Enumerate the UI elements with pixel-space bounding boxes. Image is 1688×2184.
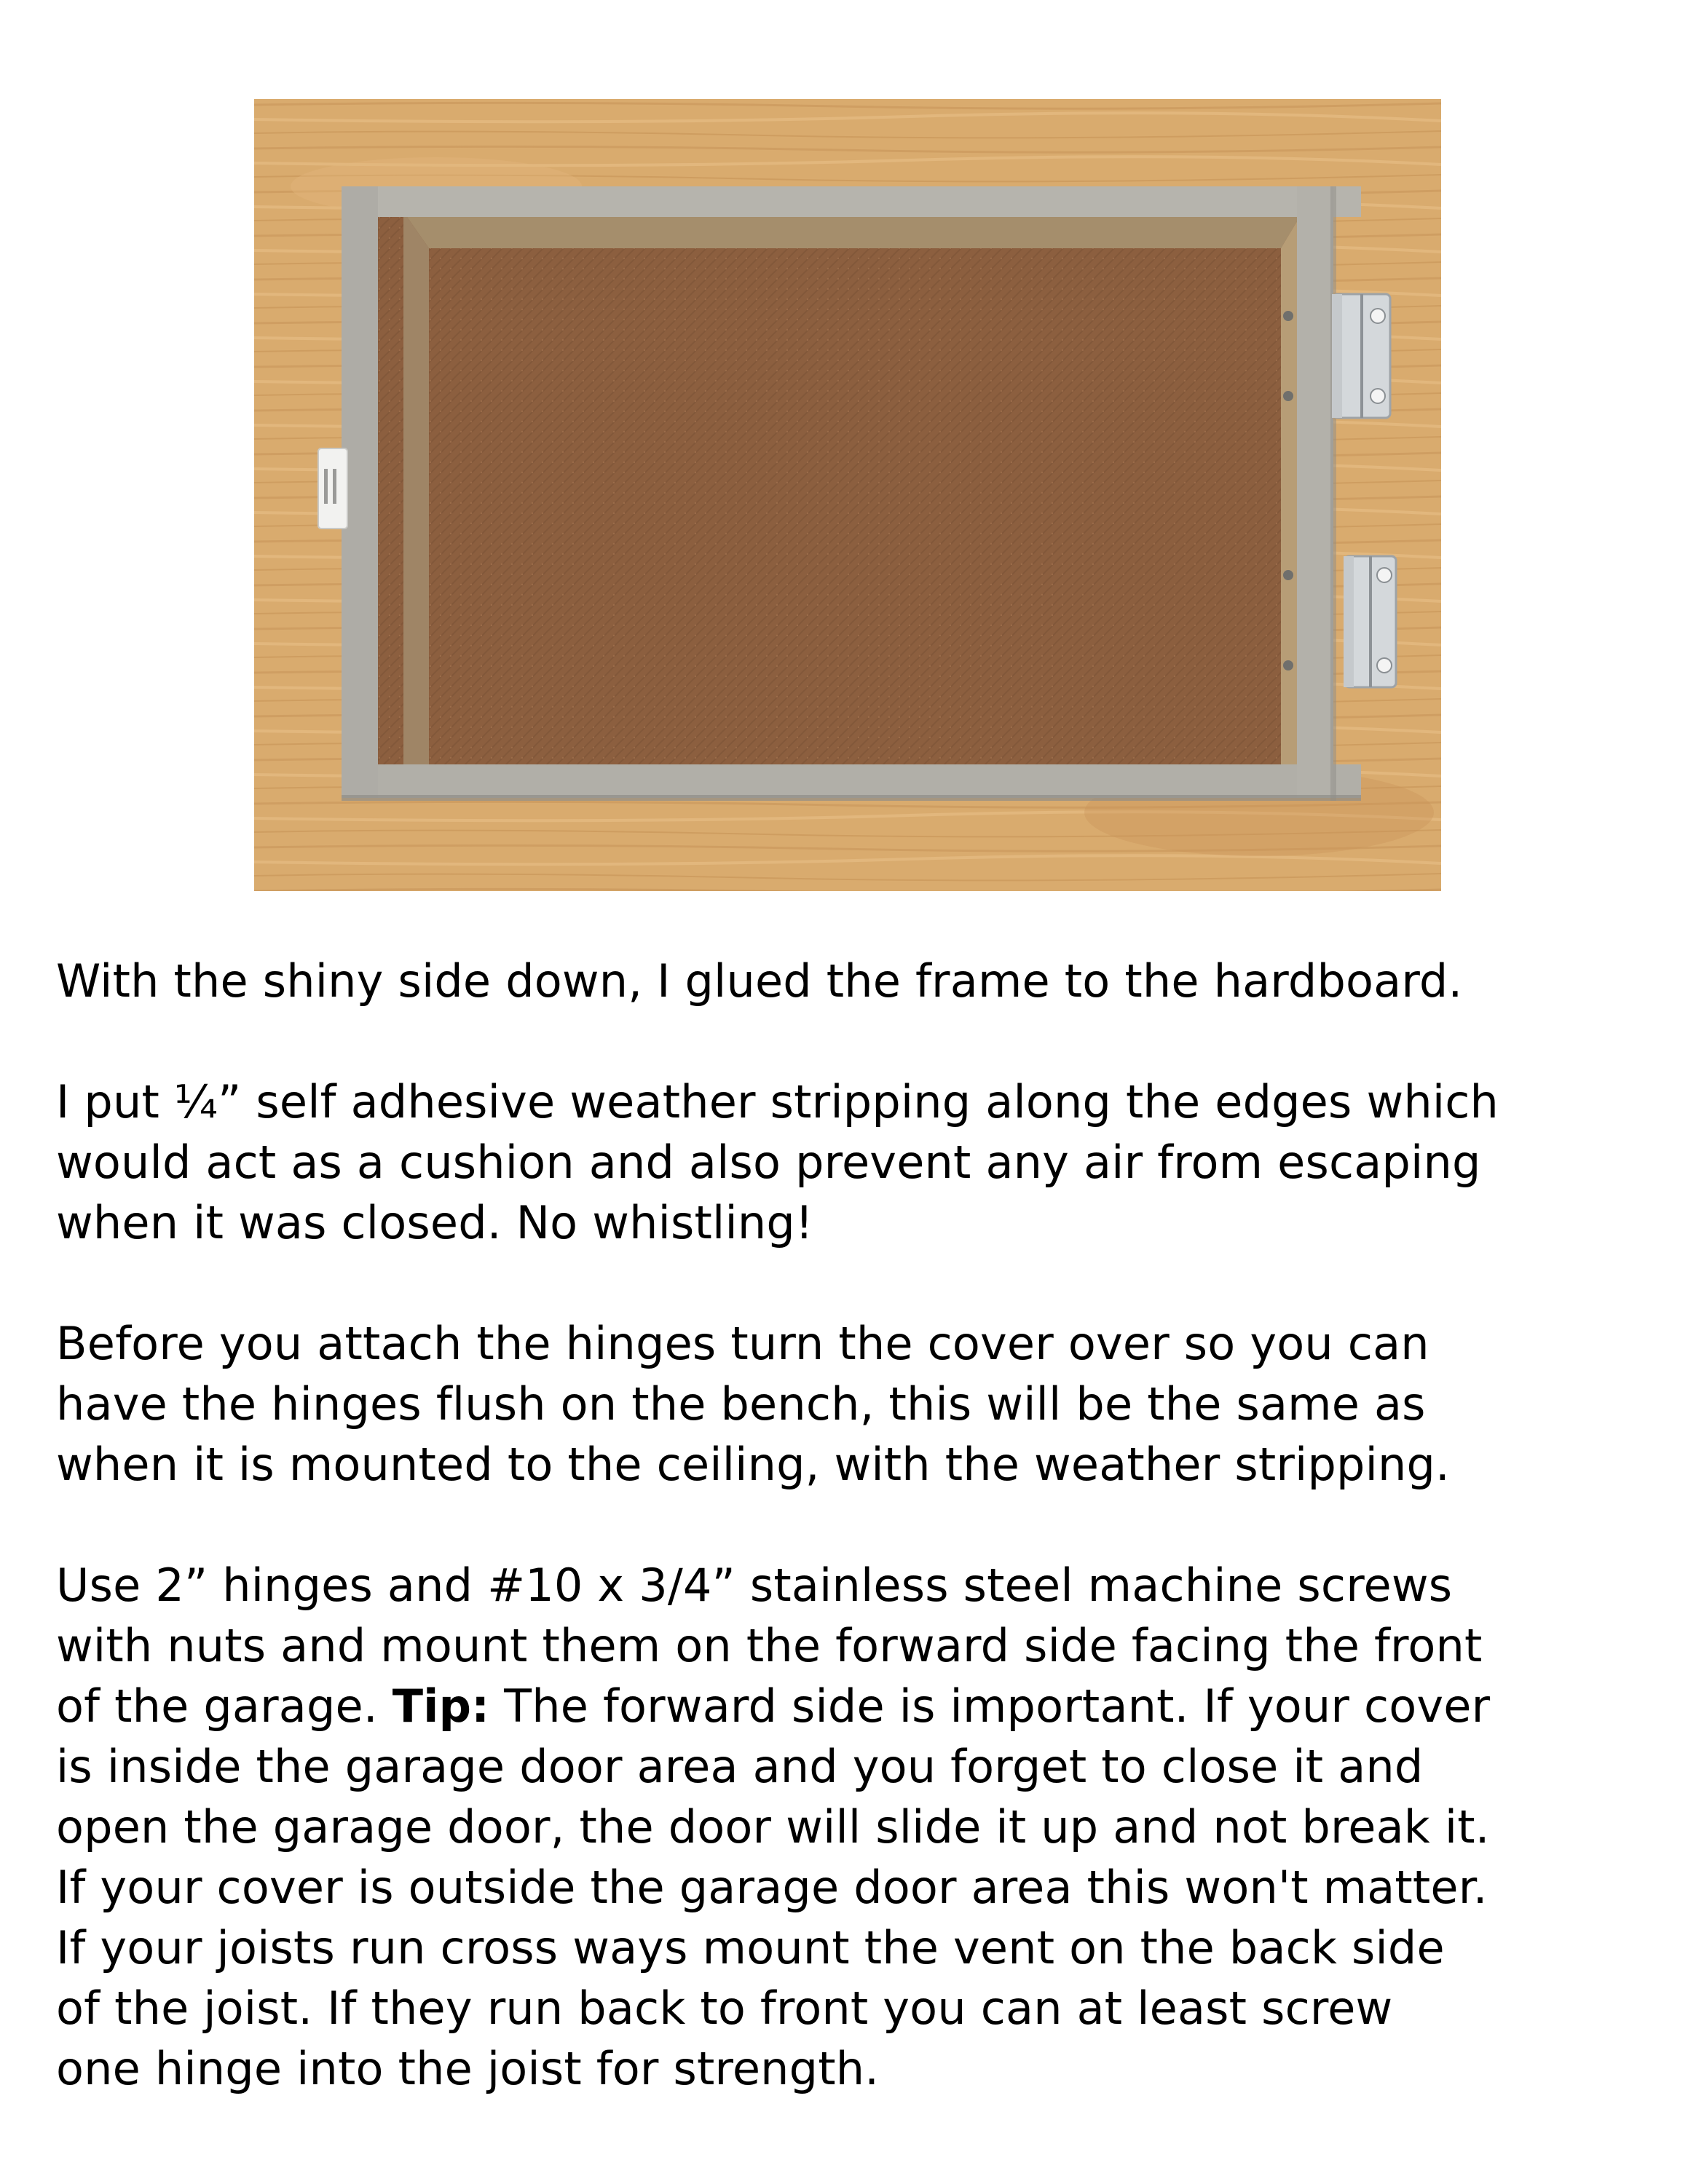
text-line: Use 2” hinges and #10 x 3/4” stainless steel machine screws [56, 1559, 1453, 1612]
text-segment: The forward side is important. If your cover [489, 1679, 1491, 1733]
text-line: is inside the garage door area and you forget to close it and [56, 1740, 1424, 1793]
tip-label: Tip: [392, 1679, 490, 1733]
text-line: with nuts and mount them on the forward side facing the front [56, 1619, 1483, 1672]
text-line: Before you attach the hinges turn the cover over so you can [56, 1317, 1429, 1370]
text-line-with-tip [56, 1676, 1644, 1736]
paragraph-glue-frame [56, 951, 1644, 1011]
frame-bottom-rail [342, 764, 1361, 798]
paragraph-hinge-mounting [56, 1555, 1644, 2099]
text-line: when it was closed. No whistling! [56, 1196, 813, 1249]
text-line: If your joists run cross ways mount the vent on the back side [56, 1921, 1445, 1974]
frame-right-rail [1297, 186, 1333, 798]
photo-illustration [254, 99, 1441, 891]
vent-cover-frame-photo [254, 99, 1441, 891]
text-line: open the garage door, the door will slide it up and not break it. [56, 1800, 1490, 1853]
frame-top-rail [342, 186, 1361, 217]
latch [318, 448, 347, 529]
text-line: would act as a cushion and also prevent any air from escaping [56, 1136, 1481, 1189]
text-line: have the hinges flush on the bench, this will be the same as [56, 1377, 1426, 1431]
paragraph-weather-stripping [56, 1072, 1644, 1253]
text-line: of the joist. If they run back to front you can at least screw [56, 1982, 1393, 2035]
hardboard-panel [371, 215, 1325, 791]
text-line: I put ¼” self adhesive weather stripping along the edges which [56, 1075, 1499, 1128]
paragraph-hinge-prep [56, 1313, 1644, 1495]
text-segment: of the garage. [56, 1679, 393, 1733]
text-line: one hinge into the joist for strength. [56, 2042, 880, 2095]
text-line: when it is mounted to the ceiling, with the weather stripping. [56, 1438, 1450, 1491]
text-line: If your cover is outside the garage door area this won't matter. [56, 1861, 1488, 1914]
text-line: With the shiny side down, I glued the frame to the hardboard. [56, 954, 1463, 1008]
